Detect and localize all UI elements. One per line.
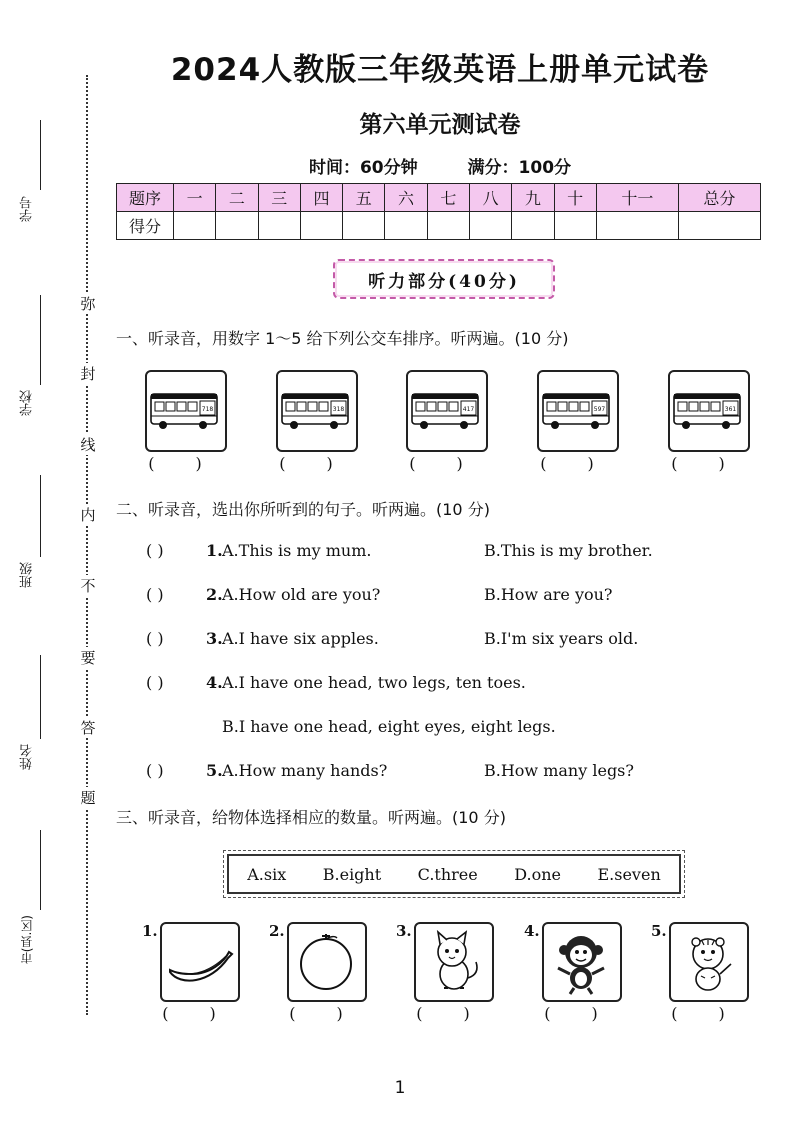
seal-char: 封	[78, 363, 98, 384]
picture-box-2	[287, 922, 367, 1002]
option-b: B.I'm six years old.	[484, 629, 639, 648]
field-label-school: 学校	[20, 390, 35, 416]
bus-icon	[670, 372, 744, 446]
section-3-title: 三、听录音，给物体选择相应的数量。听两遍。(10 分)	[116, 808, 506, 827]
table-header-cell: 三	[258, 184, 300, 212]
cat-icon	[416, 924, 490, 998]
bus-number: 597	[593, 406, 606, 413]
bus-picture-2	[276, 370, 358, 452]
table-header-cell: 题序	[117, 184, 174, 212]
score-cell[interactable]	[678, 212, 760, 240]
option-word: E.seven	[597, 864, 661, 884]
picture-box-4	[542, 922, 622, 1002]
score-cell[interactable]	[258, 212, 300, 240]
bus-answer-blank[interactable]: ( )	[540, 454, 612, 473]
table-header-cell: 二	[216, 184, 258, 212]
picture-item-number: 5.	[651, 922, 667, 940]
bus-picture-1	[145, 370, 227, 452]
answer-blank[interactable]: ( )	[146, 761, 164, 780]
bus-picture-3	[406, 370, 488, 452]
field-line-name[interactable]	[40, 655, 41, 739]
seal-char: 内	[78, 504, 98, 525]
picture-box-3	[414, 922, 494, 1002]
question-row-1	[146, 541, 706, 563]
score-cell[interactable]	[385, 212, 427, 240]
bus-icon	[147, 372, 221, 446]
option-word: B.eight	[322, 864, 382, 884]
table-header-cell: 四	[300, 184, 342, 212]
field-line-class[interactable]	[40, 475, 41, 557]
table-header-cell: 八	[469, 184, 511, 212]
option-b: B.I have one head, eight eyes, eight legs.	[222, 717, 556, 736]
table-header-cell: 五	[343, 184, 385, 212]
option-word: D.one	[514, 864, 561, 884]
question-row-4b	[146, 717, 706, 739]
option-word: C.three	[417, 864, 478, 884]
bus-answer-blank[interactable]: ( )	[279, 454, 351, 473]
option-b: B.This is my brother.	[484, 541, 653, 560]
banana-icon	[162, 924, 236, 998]
seal-char: 题	[78, 787, 98, 808]
score-cell[interactable]	[216, 212, 258, 240]
bus-number: 417	[462, 406, 475, 413]
table-header-cell: 六	[385, 184, 427, 212]
bus-answer-blank[interactable]: ( )	[409, 454, 481, 473]
score-cell[interactable]	[596, 212, 678, 240]
answer-blank[interactable]: ( )	[146, 541, 164, 560]
section-2-title: 二、听录音，选出你所听到的句子。听两遍。(10 分)	[116, 500, 490, 519]
answer-blank[interactable]: ( )	[146, 585, 164, 604]
bus-icon	[278, 372, 352, 446]
option-a: A.How many hands?	[222, 761, 388, 780]
table-header-cell: 一	[174, 184, 216, 212]
seal-char: 要	[78, 647, 98, 668]
monkey-icon	[544, 924, 618, 998]
score-cell[interactable]	[512, 212, 554, 240]
question-number: 5.	[206, 761, 223, 780]
question-row-3	[146, 629, 706, 651]
table-header-cell: 七	[427, 184, 469, 212]
score-cell[interactable]	[174, 212, 216, 240]
picture-answer-blank[interactable]: ( )	[671, 1004, 743, 1023]
bus-answer-blank[interactable]: ( )	[148, 454, 220, 473]
picture-answer-blank[interactable]: ( )	[416, 1004, 488, 1023]
exam-info	[120, 153, 760, 178]
bus-number: 318	[332, 406, 345, 413]
picture-item-number: 2.	[269, 922, 285, 940]
table-header-cell: 九	[512, 184, 554, 212]
field-label-class: 班级	[20, 562, 35, 588]
bus-picture-5	[668, 370, 750, 452]
field-label-district: 市(县.区)	[20, 915, 34, 965]
table-header-cell: 十一	[596, 184, 678, 212]
seal-char: 答	[78, 717, 98, 738]
option-b: B.How many legs?	[484, 761, 634, 780]
field-line-student-id[interactable]	[40, 120, 41, 190]
question-number: 1.	[206, 541, 223, 560]
picture-answer-blank[interactable]: ( )	[544, 1004, 616, 1023]
score-cell[interactable]	[300, 212, 342, 240]
option-a: A.I have six apples.	[222, 629, 379, 648]
unit-title: 第六单元测试卷	[359, 112, 521, 138]
score-table	[116, 183, 761, 240]
score-cell[interactable]	[343, 212, 385, 240]
answer-blank[interactable]: ( )	[146, 673, 164, 692]
option-a: A.This is my mum.	[222, 541, 372, 560]
table-header-cell: 十	[554, 184, 596, 212]
picture-box-5	[669, 922, 749, 1002]
score-table-score-row	[117, 212, 761, 240]
section-1-title: 一、听录音，用数字 1～5 给下列公交车排序。听两遍。(10 分)	[116, 329, 569, 348]
question-row-5	[146, 761, 706, 783]
bus-answer-blank[interactable]: ( )	[671, 454, 743, 473]
question-number: 3.	[206, 629, 223, 648]
bus-number: 361	[724, 406, 737, 413]
orange-icon	[289, 924, 363, 998]
picture-answer-blank[interactable]: ( )	[162, 1004, 234, 1023]
option-a: A.I have one head, two legs, ten toes.	[222, 673, 526, 692]
question-row-2	[146, 585, 706, 607]
bus-icon	[408, 372, 482, 446]
seal-dotted-line	[86, 75, 88, 1015]
page-number: 1	[394, 1078, 406, 1098]
field-line-school[interactable]	[40, 295, 41, 385]
page-title: 2024人教版三年级英语上册单元试卷	[170, 52, 710, 88]
field-label-student-id: 学号	[20, 196, 35, 222]
score-cell[interactable]	[554, 212, 596, 240]
score-table-head-row	[117, 184, 761, 212]
option-a: A.How old are you?	[222, 585, 381, 604]
score-row-label: 得分	[117, 212, 174, 240]
picture-answer-blank[interactable]: ( )	[289, 1004, 361, 1023]
picture-box-1	[160, 922, 240, 1002]
bus-icon	[539, 372, 613, 446]
listening-section-banner: 听力部分(40分)	[333, 259, 555, 299]
picture-item-number: 3.	[396, 922, 412, 940]
option-b: B.How are you?	[484, 585, 613, 604]
time-limit: 时间：60分钟	[308, 158, 418, 178]
seal-char: 线	[78, 434, 98, 455]
field-label-name: 姓名	[20, 744, 35, 770]
full-score: 满分：100分	[467, 158, 572, 178]
score-cell[interactable]	[427, 212, 469, 240]
option-word: A.six	[247, 864, 287, 884]
bus-number: 718	[201, 406, 214, 413]
seal-char: 不	[78, 575, 98, 596]
field-line-district[interactable]	[40, 830, 41, 910]
tiger-icon	[671, 924, 745, 998]
score-cell[interactable]	[469, 212, 511, 240]
number-options-box	[227, 854, 681, 894]
bus-picture-4	[537, 370, 619, 452]
question-number: 4.	[206, 673, 223, 692]
question-number: 2.	[206, 585, 223, 604]
question-row-4	[146, 673, 706, 695]
table-header-cell: 总分	[678, 184, 760, 212]
seal-char: 弥	[78, 293, 98, 314]
answer-blank[interactable]: ( )	[146, 629, 164, 648]
picture-item-number: 4.	[524, 922, 540, 940]
picture-item-number: 1.	[142, 922, 158, 940]
